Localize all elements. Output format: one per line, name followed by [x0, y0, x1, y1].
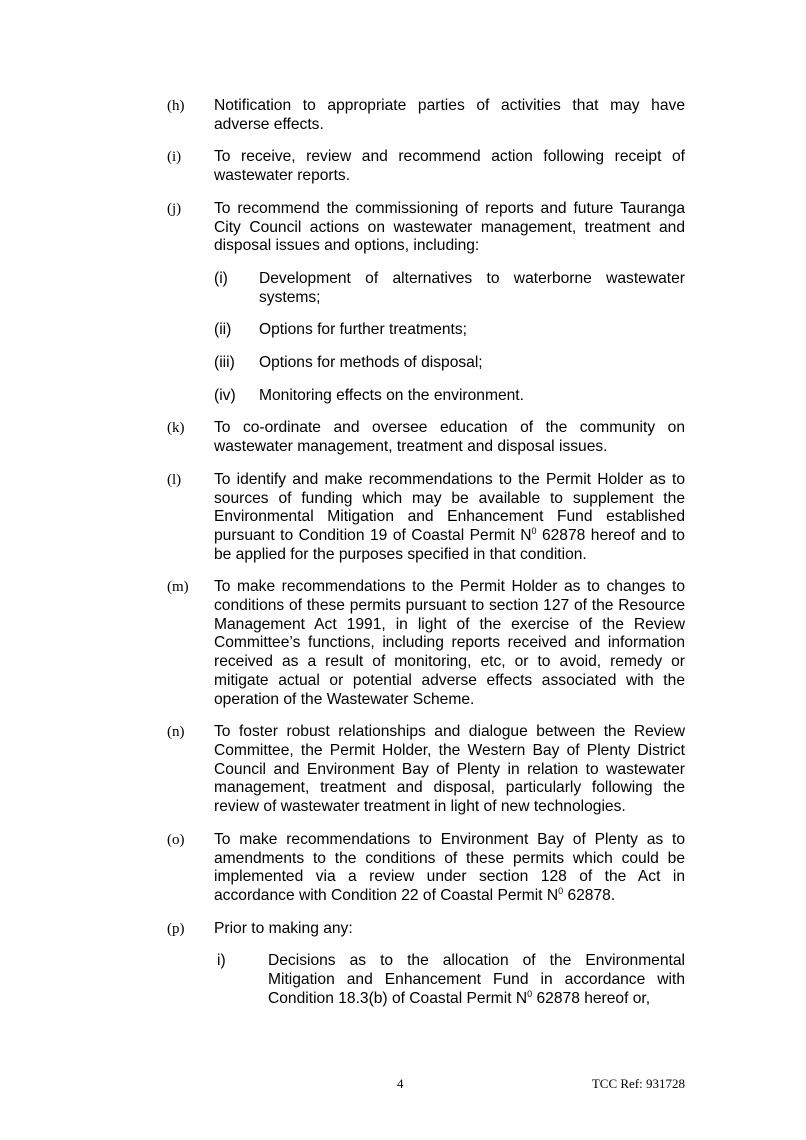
page-footer: [0, 1075, 806, 1093]
sub-item-text: Options for methods of disposal;: [259, 354, 483, 372]
item-text: [214, 831, 685, 906]
item-letter: (i): [167, 149, 182, 166]
item-letter: (k): [167, 420, 185, 437]
sub-item-text-before: Decisions as to the allocation of the Environmental Mitigation and Enhancement Fund in accordance with Condition 18.3(b) of Coastal Permit N: [268, 952, 685, 1007]
sub-item-number: (i): [214, 269, 228, 287]
list-item-l: [167, 471, 685, 565]
sub-item-number: (iv): [214, 386, 236, 404]
item-letter: (m): [167, 579, 189, 596]
sub-item-j-iii: [214, 354, 685, 373]
item-text: To foster robust relationships and dialogue between the Review Committee, the Permit Holder, the Western Bay of Plenty District Council and Environment Bay of Plenty in relation to wastewater management, treatment and disposal, particularly following the review of wastewater treatment in light of new technologies.: [214, 723, 685, 816]
superscript: 0: [558, 885, 564, 896]
superscript: 0: [531, 525, 537, 536]
item-letter: (h): [167, 98, 185, 114]
item-text-before: To make recommendations to Environment Bay of Plenty as to amendments to the conditions of these permits which could be implemented via a review under section 128 of the Act in accordance with Condition 22 of Coastal Permit N: [214, 830, 685, 904]
list-item-i: [167, 148, 685, 185]
list-item-h: [167, 97, 685, 134]
item-letter: (n): [167, 724, 185, 741]
item-letter: (o): [167, 831, 185, 848]
item-text: Prior to making any:: [214, 919, 353, 937]
item-text: To recommend the commissioning of reports and future Tauranga City Council actions on wastewater management, treatment and disposal issues and options, including:: [214, 199, 685, 255]
sub-item-text: [268, 952, 685, 1008]
item-text: [214, 471, 685, 565]
item-text: To co-ordinate and oversee education of the community on wastewater management, treatment and disposal issues.: [214, 419, 685, 456]
sub-item-number: (iii): [214, 354, 235, 372]
sub-item-p-i: [214, 952, 685, 1008]
item-letter: (p): [167, 920, 185, 937]
list-item-n: [167, 723, 685, 817]
list-item-m: [167, 578, 685, 709]
list-item-p: [167, 920, 685, 1009]
sub-item-number: (ii): [214, 321, 232, 339]
item-text-before: To identify and make recommendations to the Permit Holder as to sources of funding which may be available to supplement the Environmental Mitigation and Enhancement Fund established pursuant to Condition 19 of Coastal Permit N: [214, 470, 685, 544]
item-text: To make recommendations to the Permit Holder as to changes to conditions of these permits pursuant to section 127 of the Resource Management Act 1991, in light of the exercise of the Review Committee’s functions, including reports received and information received as a result of monitoring, etc, or to avoid, remedy or mitigate actual or potential adverse effects associated with the operation of the Wastewater Scheme.: [214, 578, 685, 708]
item-letter: (l): [167, 471, 182, 488]
sub-item-text: Development of alternatives to waterborne wastewater systems;: [259, 269, 685, 306]
reference-number: TCC Ref: 931728: [591, 1076, 685, 1091]
list-item-j: [167, 200, 685, 406]
item-text-after: 62878.: [563, 886, 616, 904]
superscript: 0: [527, 988, 533, 999]
sub-item-text: Options for further treatments;: [259, 321, 468, 339]
item-text-after: 62878 hereof and to be applied for the purposes specified in that condition.: [214, 526, 685, 563]
sub-item-j-ii: [214, 321, 685, 340]
sub-item-text-after: 62878 hereof or,: [532, 989, 651, 1007]
document-body: [167, 97, 685, 1022]
sub-item-j-iv: [214, 387, 685, 406]
list-item-k: [167, 419, 685, 456]
page-number: 4: [397, 1076, 404, 1091]
sub-item-text: Monitoring effects on the environment.: [259, 386, 524, 404]
item-text: Notification to appropriate parties of activities that may have adverse effects.: [214, 97, 685, 133]
item-text: To receive, review and recommend action following receipt of wastewater reports.: [214, 148, 685, 185]
list-item-o: [167, 831, 685, 906]
item-letter: (j): [167, 200, 182, 217]
sub-item-number: i): [217, 952, 226, 970]
sub-item-j-i: [214, 270, 685, 307]
